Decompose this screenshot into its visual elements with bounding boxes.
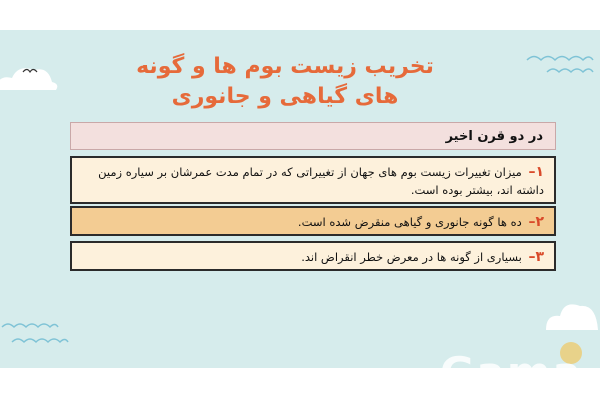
section-header: در دو قرن اخیر (70, 122, 556, 150)
item-number: ۲– (528, 214, 544, 230)
slide (0, 30, 600, 397)
watermark-logo: Gama (440, 348, 583, 397)
list-item (70, 241, 556, 271)
item-text: بسیاری از گونه ها در معرض خطر انقراض اند. (301, 250, 522, 264)
wave-decoration (10, 335, 70, 347)
cloud-decoration (540, 292, 600, 332)
list-item (70, 206, 556, 236)
wave-decoration (525, 52, 595, 66)
wave-decoration (545, 65, 595, 77)
slide-title: تخریب زیست بوم ها و گونه های گیاهی و جانوری (136, 54, 434, 109)
item-number: ۱– (528, 164, 544, 180)
wave-decoration (0, 320, 60, 332)
item-text: میزان تغییرات زیست بوم های جهان از تغییراتی که در تمام مدت عمرشان بر سیاره زمین داشته اند، بیشتر بوده است. (98, 165, 544, 197)
item-text: ده ها گونه جانوری و گیاهی منقرض شده است. (297, 215, 522, 229)
bird-icon (22, 66, 38, 76)
item-number: ۳– (528, 249, 544, 265)
list-item (70, 156, 556, 204)
